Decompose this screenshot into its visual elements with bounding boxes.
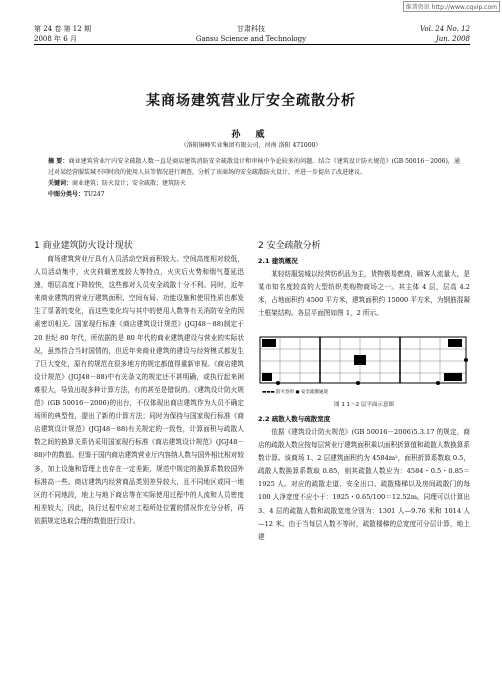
paper-title: 某商场建筑营业厅安全疏散分析 [146, 93, 356, 109]
section-2-2-paragraph: 依据《建筑设计防火规范》(GB 50016－2006)5.3.17 的规定，商店的疏散人数应按每层营业厅建筑面积乘以面积折算值和疏散人数换算系数计算。该商场 1、2 层建筑面积约为 4584m²，面积折算系数取 0.5，疏散人数换算系数取 0.85，则其疏散人数应为：4584・0.5・0.85＝1925 人。对应的疏散走道、安全出口、疏散楼梯以及房间疏散门的每 100 人净宽度不应小于：1925・0.65/100＝12.52m。同理可以计算出 3、4 层的疏散人数和疏散宽度分别为：1301 人—9.76 米和 1014 人—12 米。由于当每层人数不等时，疏散楼梯的总宽度可分层计算，地上建 [258, 428, 470, 541]
section-2-heading: 2 安全疏散分析 [258, 241, 321, 251]
abstract-text: 商业建筑营业厅内安全疏散人数一直是商店建筑消防安全疏散设计和审核中争论较多的问题。结合《建筑设计防火规范》(GB 50016－2006)，通过对某经营服装城不同时段的使用人员等情况进行调查，分析了该商场的安全疏散防火设计，并进一步提出了改进建议。 [48, 158, 461, 176]
right-column-body-2 [258, 426, 470, 544]
keywords-label: 关键词： [48, 180, 73, 187]
floor-plan-figure [258, 335, 470, 397]
section-1-heading: 1 商业建筑防火设计现状 [34, 241, 133, 251]
header-journal-cn: 甘肃科技 [237, 25, 265, 33]
header-volume-right: Vol. 24 No. 12 [419, 25, 470, 33]
classification-label: 中图分类号： [48, 191, 85, 198]
header-volume-left: 第 24 卷 第 12 期 [34, 25, 91, 33]
floor-plan-blocks [262, 339, 462, 381]
header-date-right: Jun. 2008 [435, 35, 470, 43]
header-rule [34, 44, 470, 45]
section-2-1-heading: 2.1 建筑概况 [258, 257, 298, 265]
author: 孙 威 [231, 130, 271, 140]
section-2-1-paragraph: 某轻纺服装城以经营纺织品为主，货物极易燃烧，顾客人流量大，是某市知名度较高的大型纺织类购物商场之一。其主体 4 层，层高 4.2 米，占地面积约 4500 平方米，建筑面积约 15000 平方米，为钢筋混凝土框架结构。各层平面图如图 1，2 所示。 [258, 270, 470, 318]
abstract-label: 摘 要： [48, 158, 69, 165]
figure-legend: ▬▬▬ 防火卷帘 ● 安全疏散通道 [262, 390, 328, 395]
keywords [48, 178, 460, 189]
figure-caption: 图 1 1～2 层平面示意图 [334, 402, 394, 408]
abstract [48, 156, 460, 178]
left-column-body [34, 253, 244, 528]
header-journal-en: Gansu Science and Technology [195, 35, 307, 43]
section-2-2-heading: 2.2 疏散人数与疏散宽度 [258, 415, 331, 423]
evacuation-exits [276, 358, 468, 385]
classification-code: TU247 [84, 191, 105, 198]
keywords-text: 商业建筑；防火设计；安全疏散；建筑防火 [72, 180, 187, 187]
watermark: 维普资讯 http://www.cqvip.com [403, 1, 500, 12]
section-1-paragraph: 商场建筑营业厅具有人员活动空间面积较大、空间高度相对较低，人员活动集中，火灾荷载密度较大等特点，火灾后火势和烟气蔓延迅速，烟层高度下降较快，这些都对人员安全疏散十分不利。同时，近年来商业建筑的营业厅建筑面积、空间布局、功能设施和使用性质也都发生了显著的变化，而这些变化均与其中的使用人数等有关消防安全的因素密切相关。国家现行标准《商店建筑设计规范》(JGJ48－88)制定于 20 世纪 80 年代，所依据的是 80 年代的商业建筑建设与营业的实际状况，虽然符合当时国情的，但近年来商业建筑的建设与经营模式都发生了巨大变化，原有的规范在很多地方的规定都值得重新审视。《商店建筑设计规范》(JGJ48－88)中有关条文的规定还不甚明确，或执行起来困难很大，导致出现多种计算方法，有的甚至是错误的。《建筑设计防火规范》(GB 50016－2006)的出台，不仅体现出商店建筑作为人员不确定场所的典型性，提出了新的计算方法；同时为保持与国家现行标准《商店建筑设计规范》(JGJ48－88)有关规定的一致性，计算面积与疏散人数之间的换算关系仍采用国家现行标准《商店建筑设计规范》(JGJ48－88)中的数值。但鉴于国内商店建筑营业厅内容纳人数与国外相比相对较多，加上设施和管理上也存在一定差距，规范中规定的换算系数较国外标准高一些。商店建筑内经营商品类别差异较大，且不同地区或同一地区的不同地段，地上与地下商店等在实际使用过程中的人流和人员密度相差较大，因此，执行过程中应对工程所处位置的情况作充分分析，再依据规定选取合理的数值进行设计。 [34, 255, 244, 525]
affiliation: （洛阳铜峰实业集团有限公司，河南 洛阳 471000） [180, 142, 322, 149]
classification [48, 189, 460, 200]
right-column-body-1 [258, 268, 470, 320]
abstract-block [48, 156, 460, 200]
header-date-left: 2008 年 6 月 [34, 35, 77, 43]
